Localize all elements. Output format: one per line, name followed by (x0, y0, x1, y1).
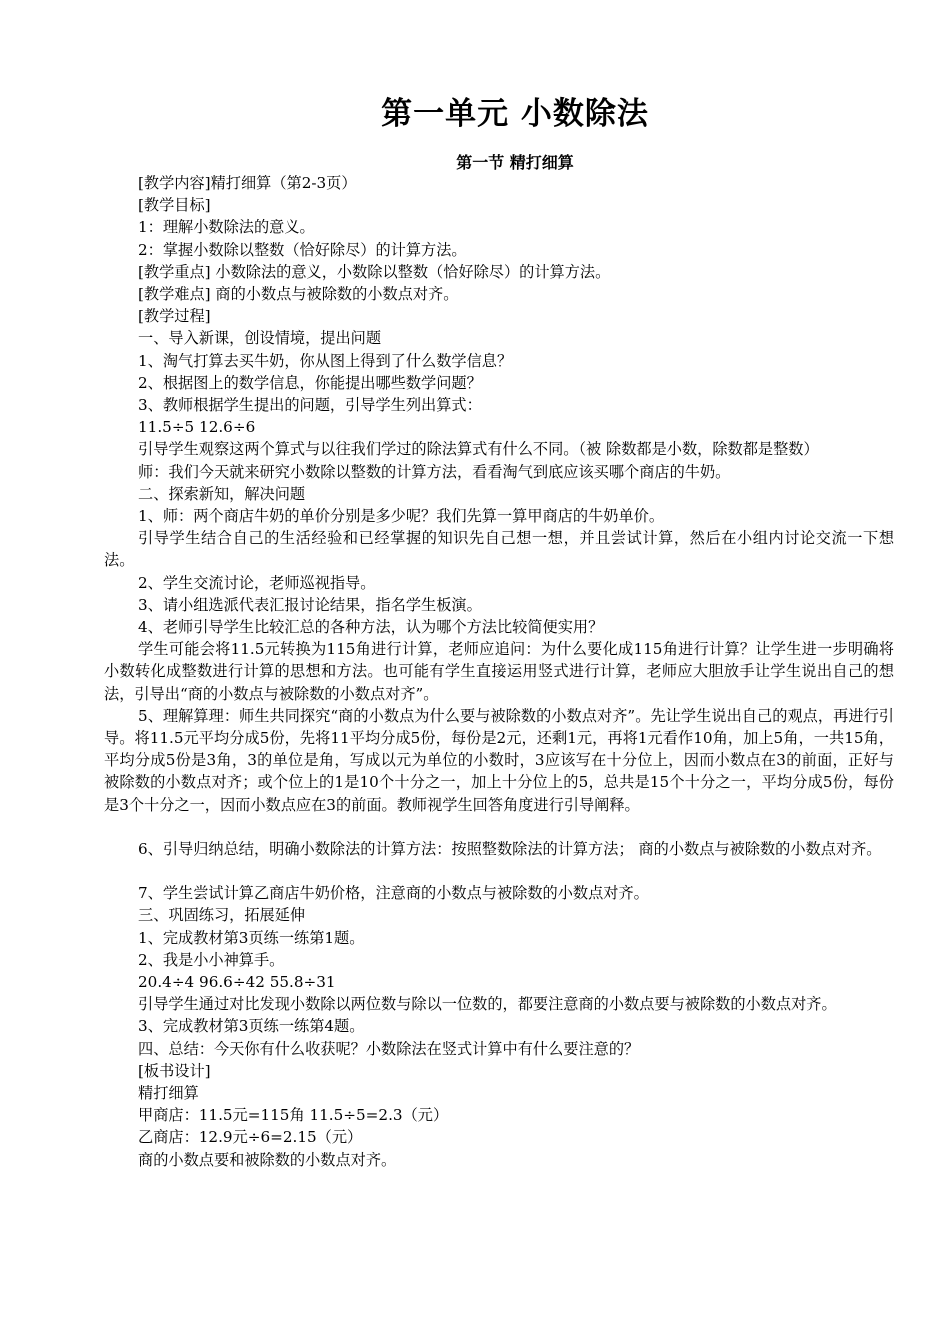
paragraph: 4、老师引导学生比较汇总的各种方法，认为哪个方法比较简便实用？ (138, 618, 604, 637)
paragraph: 2、学生交流讨论，老师巡视指导。 (138, 573, 376, 592)
paragraph: [教学目标] (138, 196, 211, 215)
paragraph: 引导学生通过对比发现小数除以两位数与除以一位数的，都要注意商的小数点要与被除数的小数点对齐。 (138, 995, 837, 1014)
lesson-body (104, 172, 894, 1171)
paragraph: 商的小数点要和被除数的小数点对齐。 (138, 1150, 397, 1169)
paragraph: 2、根据图上的数学信息，你能提出哪些数学问题？ (138, 373, 482, 392)
paragraph: 20.4÷4 96.6÷42 55.8÷31 (138, 972, 336, 991)
paragraph: 引导学生观察这两个算式与以往我们学过的除法算式有什么不同。（被 除数都是小数，除数都是整数） (138, 440, 819, 459)
paragraph: 5、理解算理：师生共同探究“商的小数点为什么要与被除数的小数点对齐”。先让学生说出自己的观点，再进行引导。将11.5元平均分成5份，先将11平均分成5份，每份是2元，还剩1元，再将1元看作10角，加上5角，一共15角，平均分成5份是3角，3的单位是角，写成以元为单位的小数时，3应该写在十分位上，因而小数点在3的前面，正好与被除数的小数点对齐；或个位上的1是10个十分之一，加上十分位上的5，总共是15个十分之一，平均分成5份，每份是3个十分之一，因而小数点应在3的前面。教师视学生回答角度进行引导阐释。 (104, 706, 894, 814)
paragraph: 11.5÷5 12.6÷6 (138, 418, 256, 437)
paragraph: 精打细算 (138, 1083, 199, 1102)
page-title: 第一单元 小数除法 (381, 96, 649, 132)
paragraph: 3、教师根据学生提出的问题，引导学生列出算式： (138, 396, 482, 415)
section-title: 第一节 精打细算 (456, 153, 574, 172)
paragraph: 甲商店：11.5元=115角 11.5÷5=2.3（元） (138, 1106, 449, 1125)
paragraph: 二、探索新知，解决问题 (138, 484, 306, 503)
paragraph: 引导学生结合自己的生活经验和已经掌握的知识先自己想一想，并且尝试计算，然后在小组内讨论交流一下想法。 (104, 529, 894, 570)
paragraph: [板书设计] (138, 1061, 211, 1080)
paragraph: 三、巩固练习，拓展延伸 (138, 906, 306, 925)
paragraph: [教学难点] 商的小数点与被除数的小数点对齐。 (138, 285, 459, 304)
paragraph: 1、师：两个商店牛奶的单价分别是多少呢？我们先算一算甲商店的牛奶单价。 (138, 507, 665, 526)
paragraph: [教学内容]精打细算（第2-3页） (138, 174, 357, 192)
paragraph: 乙商店：12.9元÷6=2.15（元） (138, 1128, 363, 1147)
paragraph: 2、我是小小神算手。 (138, 950, 285, 969)
paragraph: [教学重点] 小数除法的意义，小数除以整数（恰好除尽）的计算方法。 (138, 262, 611, 281)
paragraph: 2：掌握小数除以整数（恰好除尽）的计算方法。 (138, 240, 467, 259)
paragraph: 1：理解小数除法的意义。 (138, 218, 315, 237)
paragraph: 学生可能会将11.5元转换为115角进行计算，老师应追问：为什么要化成115角进行计算？让学生进一步明确将小数转化成整数进行计算的思想和方法。也可能有学生直接运用竖式进行计算，老师应大胆放手让学生说出自己的想法，引导出“商的小数点与被除数的小数点对齐”。 (104, 640, 894, 703)
paragraph: 1、淘气打算去买牛奶，你从图上得到了什么数学信息？ (138, 351, 513, 370)
paragraph: 师：我们今天就来研究小数除以整数的计算方法，看看淘气到底应该买哪个商店的牛奶。 (138, 462, 731, 481)
paragraph: 3、请小组选派代表汇报讨论结果，指名学生板演。 (138, 595, 482, 614)
paragraph: 1、完成教材第3页练一练第1题。 (138, 928, 365, 947)
paragraph: 7、学生尝试计算乙商店牛奶价格，注意商的小数点与被除数的小数点对齐。 (138, 884, 649, 903)
paragraph: 四、总结：今天你有什么收获呢？小数除法在竖式计算中有什么要注意的？ (138, 1039, 640, 1058)
paragraph: 一、导入新课，创设情境，提出问题 (138, 329, 381, 348)
paragraph: 6、引导归纳总结，明确小数除法的计算方法：按照整数除法的计算方法； 商的小数点与被除数的小数点对齐。 (138, 839, 882, 858)
paragraph: 3、完成教材第3页练一练第4题。 (138, 1017, 365, 1036)
paragraph: [教学过程] (138, 307, 211, 326)
